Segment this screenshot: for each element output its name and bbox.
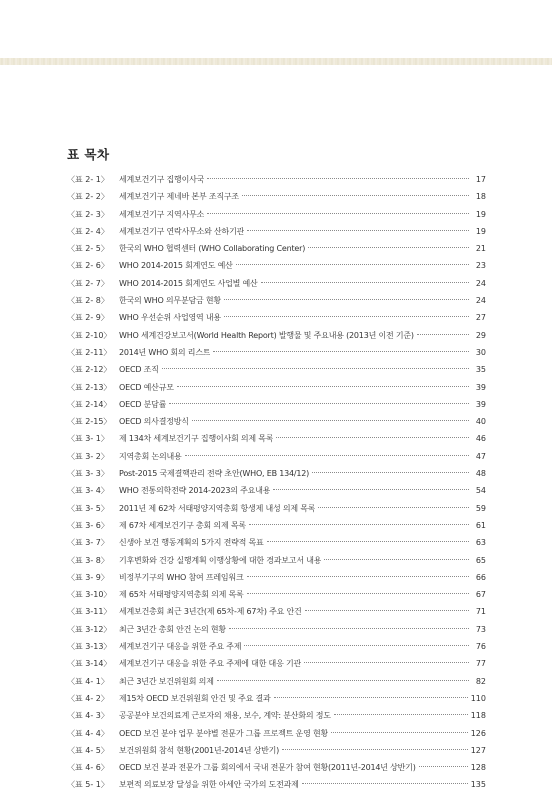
toc-entry-page-number: 128 <box>470 763 486 773</box>
toc-entry[interactable] <box>67 552 486 569</box>
dot-leader <box>224 316 469 317</box>
toc-entry[interactable] <box>67 327 486 344</box>
toc-entry-page-number: 40 <box>475 417 486 427</box>
dot-leader <box>213 351 469 352</box>
toc-entry-label: 공공분야 보건의료계 근로자의 채용, 보수, 계약: 분산화의 정도 <box>119 711 331 721</box>
toc-entry-page-number: 46 <box>475 434 486 444</box>
dot-leader <box>274 697 468 698</box>
dot-leader <box>318 507 469 508</box>
toc-entry-label: WHO 세계건강보고서(World Health Report) 발행물 및 주요내용 (2013년 이전 기준) <box>119 330 414 340</box>
toc-entry-page-number: 47 <box>475 451 486 461</box>
toc-entry-page-number: 135 <box>470 780 486 790</box>
toc-entry-label: 제 67차 세계보건기구 총회 의제 목록 <box>119 520 246 530</box>
dot-leader <box>276 437 469 438</box>
toc-entry[interactable] <box>67 673 486 690</box>
toc-entry-number: 〈표 2- 8〉 <box>67 296 109 306</box>
toc-entry-label: OECD 보건 분야 업무 분야별 전문가 그룹 프로젝트 운영 현황 <box>119 728 328 738</box>
toc-entry[interactable] <box>67 534 486 551</box>
toc-entry-page-number: 73 <box>475 624 486 634</box>
toc-entry[interactable] <box>67 638 486 655</box>
toc-entry-page-number: 48 <box>475 469 486 479</box>
toc-entry-page-number: 29 <box>475 330 486 340</box>
toc-entry-label: 세계보건기구 대응을 위한 주요 주제 <box>119 642 242 652</box>
toc-entry-page-number: 23 <box>475 261 486 271</box>
toc-entry-page-number: 67 <box>475 590 486 600</box>
toc-entry-page-number: 54 <box>475 486 486 496</box>
toc-entry[interactable] <box>67 759 486 776</box>
toc-entry-label: Post-2015 국제결핵관리 전략 초안(WHO, EB 134/12) <box>119 469 310 479</box>
toc-entry-number: 〈표 2- 3〉 <box>67 209 109 219</box>
toc-entry-number: 〈표 2- 4〉 <box>67 226 109 236</box>
dot-leader <box>308 247 469 248</box>
toc-entry[interactable] <box>67 690 486 707</box>
toc-entry-number: 〈표 2- 9〉 <box>67 313 109 323</box>
toc-entry[interactable] <box>67 171 486 188</box>
toc-entry-page-number: 63 <box>475 538 486 548</box>
toc-entry-page-number: 76 <box>475 642 486 652</box>
toc-entry-page-number: 27 <box>475 313 486 323</box>
dot-leader <box>312 472 469 473</box>
toc-entry-number: 〈표 3- 7〉 <box>67 538 109 548</box>
toc-entry-number: 〈표 2- 2〉 <box>67 192 109 202</box>
toc-entry-number: 〈표 3- 6〉 <box>67 520 109 530</box>
toc-entry-label: 세계보건기구 제네바 본부 조직구조 <box>119 192 239 202</box>
dot-leader <box>177 386 469 387</box>
toc-entry-label: 세계보건기구 대응을 위한 주요 주제에 대한 대응 기관 <box>119 659 302 669</box>
toc-entry-label: 2011년 제 62차 서태평양지역총회 항생제 내성 의제 목록 <box>119 503 316 513</box>
toc-entry-label: OECD 예산규모 <box>119 382 174 392</box>
toc-entry-number: 〈표 2-12〉 <box>67 365 112 375</box>
toc-entry[interactable] <box>67 603 486 620</box>
toc-entry-page-number: 118 <box>470 711 486 721</box>
toc-entry-page-number: 35 <box>475 365 486 375</box>
toc-entry-page-number: 110 <box>470 693 486 703</box>
toc-entry-number: 〈표 3- 1〉 <box>67 434 109 444</box>
toc-entry-label: WHO 2014-2015 회계연도 사업별 예산 <box>119 278 258 288</box>
dot-leader <box>247 230 469 231</box>
dot-leader <box>305 610 469 611</box>
toc-entry-page-number: 77 <box>475 659 486 669</box>
toc-entry[interactable] <box>67 344 486 361</box>
dot-leader <box>229 628 469 629</box>
toc-entry[interactable] <box>67 465 486 482</box>
toc-entry-number: 〈표 3-11〉 <box>67 607 112 617</box>
toc-entry-page-number: 82 <box>475 676 486 686</box>
toc-entry[interactable] <box>67 188 486 205</box>
toc-entry-label: OECD 의사결정방식 <box>119 417 189 427</box>
toc-entry[interactable] <box>67 275 486 292</box>
toc-entry-page-number: 19 <box>475 209 486 219</box>
toc-entry[interactable] <box>67 569 486 586</box>
toc-entry-label: 지역총회 논의내용 <box>119 451 182 461</box>
toc-entry-page-number: 24 <box>475 278 486 288</box>
dot-leader <box>247 576 469 577</box>
dot-leader <box>334 714 468 715</box>
toc-entry-label: 세계보건기구 연락사무소와 산하기관 <box>119 226 245 236</box>
toc-entry-label: 최근 3년간 보건위원회 의제 <box>119 676 214 686</box>
toc-entry-label: WHO 전통의학전략 2014-2023의 주요내용 <box>119 486 271 496</box>
toc-entry[interactable] <box>67 725 486 742</box>
dot-leader <box>192 420 469 421</box>
toc-entry[interactable] <box>67 586 486 603</box>
toc-entry-number: 〈표 4- 4〉 <box>67 728 109 738</box>
toc-entry-number: 〈표 3-14〉 <box>67 659 112 669</box>
dot-leader <box>244 645 469 646</box>
toc-entry-page-number: 71 <box>475 607 486 617</box>
toc-entry-label: 신생아 보건 행동계획의 5가지 전략적 목표 <box>119 538 264 548</box>
dot-leader <box>249 524 469 525</box>
toc-entry-label: WHO 우선순위 사업영역 내용 <box>119 313 221 323</box>
toc-entry-page-number: 30 <box>475 347 486 357</box>
toc-entry-label: 보건위원회 참석 현황(2001년-2014년 상반기) <box>119 745 280 755</box>
decorative-header-band <box>0 58 552 65</box>
toc-entry-number: 〈표 4- 5〉 <box>67 745 109 755</box>
dot-leader <box>267 541 469 542</box>
toc-entry-page-number: 19 <box>475 226 486 236</box>
toc-entry-page-number: 39 <box>475 399 486 409</box>
dot-leader <box>261 282 469 283</box>
toc-entry[interactable] <box>67 500 486 517</box>
toc-entry-number: 〈표 3- 5〉 <box>67 503 109 513</box>
toc-entry-label: 한국의 WHO 의무분담금 현황 <box>119 296 221 306</box>
toc-entry[interactable] <box>67 292 486 309</box>
dot-leader <box>304 662 469 663</box>
dot-leader <box>331 732 468 733</box>
toc-entry-number: 〈표 4- 1〉 <box>67 676 109 686</box>
toc-entry[interactable] <box>67 707 486 724</box>
toc-entry[interactable] <box>67 223 486 240</box>
page-title: 표 목차 <box>67 147 110 163</box>
toc-entry[interactable] <box>67 448 486 465</box>
dot-leader <box>419 766 468 767</box>
toc-entry-number: 〈표 2- 1〉 <box>67 175 109 184</box>
toc-entry[interactable] <box>67 361 486 378</box>
toc-entry-page-number: 126 <box>470 728 486 738</box>
toc-entry[interactable] <box>67 240 486 257</box>
dot-leader <box>207 213 469 214</box>
dot-leader <box>207 178 469 179</box>
toc-entry[interactable] <box>67 206 486 223</box>
toc-entry-label: 제 65차 서태평양지역총회 의제 목록 <box>119 590 244 600</box>
dot-leader <box>185 455 469 456</box>
toc-entry-number: 〈표 2- 6〉 <box>67 261 109 271</box>
toc-entry[interactable] <box>67 309 486 326</box>
toc-entry-number: 〈표 3- 9〉 <box>67 572 109 582</box>
dot-leader <box>162 368 469 369</box>
dot-leader <box>324 559 469 560</box>
dot-leader <box>236 264 469 265</box>
toc-entry-page-number: 59 <box>475 503 486 513</box>
toc-entry-page-number: 66 <box>475 572 486 582</box>
toc-entry-page-number: 39 <box>475 382 486 392</box>
toc-entry-number: 〈표 2-11〉 <box>67 347 112 357</box>
toc-entry-label: 세계보건총회 최근 3년간(제 65차-제 67차) 주요 안건 <box>119 607 302 617</box>
toc-entry-label: OECD 보건 분과 전문가 그룹 회의에서 국내 전문가 참여 현황(2011년-2014년 상반기) <box>119 763 416 773</box>
toc-entry-number: 〈표 3-13〉 <box>67 642 112 652</box>
toc-entry-label: 제 134차 세계보건기구 집행이사회 의제 목록 <box>119 434 274 444</box>
toc-entry-page-number: 65 <box>475 555 486 565</box>
toc-entry-number: 〈표 3- 8〉 <box>67 555 109 565</box>
toc-entry-number: 〈표 4- 2〉 <box>67 693 109 703</box>
toc-entry-number: 〈표 2- 7〉 <box>67 278 109 288</box>
toc-entry-number: 〈표 3- 2〉 <box>67 451 109 461</box>
toc-entry-number: 〈표 2-13〉 <box>67 382 112 392</box>
dot-leader <box>247 593 469 594</box>
dot-leader <box>224 299 469 300</box>
toc-entry[interactable] <box>67 379 486 396</box>
toc-entry-number: 〈표 4- 3〉 <box>67 711 109 721</box>
toc-entry-number: 〈표 2-15〉 <box>67 417 112 427</box>
toc-entry-label: 기후변화와 건강 실행계획 이행상황에 대한 경과보고서 내용 <box>119 555 322 565</box>
dot-leader <box>302 783 468 784</box>
dot-leader <box>273 489 469 490</box>
toc-entry[interactable] <box>67 517 486 534</box>
toc-entry-label: OECD 분담률 <box>119 399 167 409</box>
dot-leader <box>417 334 469 335</box>
toc-entry-number: 〈표 2-14〉 <box>67 399 112 409</box>
toc-entry-number: 〈표 3- 4〉 <box>67 486 109 496</box>
toc-entry-label: 제15차 OECD 보건위원회 안건 및 주요 결과 <box>119 693 271 703</box>
toc-entry-number: 〈표 2-10〉 <box>67 330 112 340</box>
toc-entry[interactable] <box>67 413 486 430</box>
toc-entry[interactable] <box>67 430 486 447</box>
toc-entry[interactable] <box>67 621 486 638</box>
toc-entry-number: 〈표 3-12〉 <box>67 624 112 634</box>
toc-entry[interactable] <box>67 482 486 499</box>
dot-leader <box>282 749 468 750</box>
toc-entry[interactable] <box>67 742 486 759</box>
toc-entry-label: WHO 2014-2015 회계연도 예산 <box>119 261 233 271</box>
toc-entry-number: 〈표 3-10〉 <box>67 590 112 600</box>
toc-entry-label: 세계보건기구 지역사무소 <box>119 209 205 219</box>
toc-entry-label: 한국의 WHO 협력센터 (WHO Collaborating Center) <box>119 244 306 254</box>
toc-entry[interactable] <box>67 257 486 274</box>
toc-entry-label: OECD 조직 <box>119 365 159 375</box>
toc-entry[interactable] <box>67 655 486 672</box>
toc-entry-label: 최근 3년간 총회 안건 논의 현황 <box>119 624 226 634</box>
toc-entry-page-number: 21 <box>475 244 486 254</box>
toc-entry-page-number: 17 <box>475 175 486 184</box>
toc-entry-number: 〈표 5- 1〉 <box>67 780 109 790</box>
dot-leader <box>242 195 469 196</box>
toc-entry-page-number: 24 <box>475 296 486 306</box>
table-of-contents-list <box>67 171 486 794</box>
toc-entry-number: 〈표 2- 5〉 <box>67 244 109 254</box>
toc-entry-number: 〈표 4- 6〉 <box>67 763 109 773</box>
toc-entry-label: 세계보건기구 집행이사국 <box>119 175 205 184</box>
toc-entry-page-number: 61 <box>475 520 486 530</box>
toc-entry-label: 2014년 WHO 회의 리스트 <box>119 347 211 357</box>
dot-leader <box>217 680 469 681</box>
toc-entry-label: 비정부기구의 WHO 참여 프레임워크 <box>119 572 244 582</box>
toc-entry[interactable] <box>67 776 486 793</box>
toc-entry-page-number: 127 <box>470 745 486 755</box>
toc-entry-number: 〈표 3- 3〉 <box>67 469 109 479</box>
toc-entry-page-number: 18 <box>475 192 486 202</box>
toc-entry-label: 보편적 의료보장 달성을 위한 아세안 국가의 도전과제 <box>119 780 299 790</box>
toc-entry[interactable] <box>67 396 486 413</box>
dot-leader <box>169 403 469 404</box>
